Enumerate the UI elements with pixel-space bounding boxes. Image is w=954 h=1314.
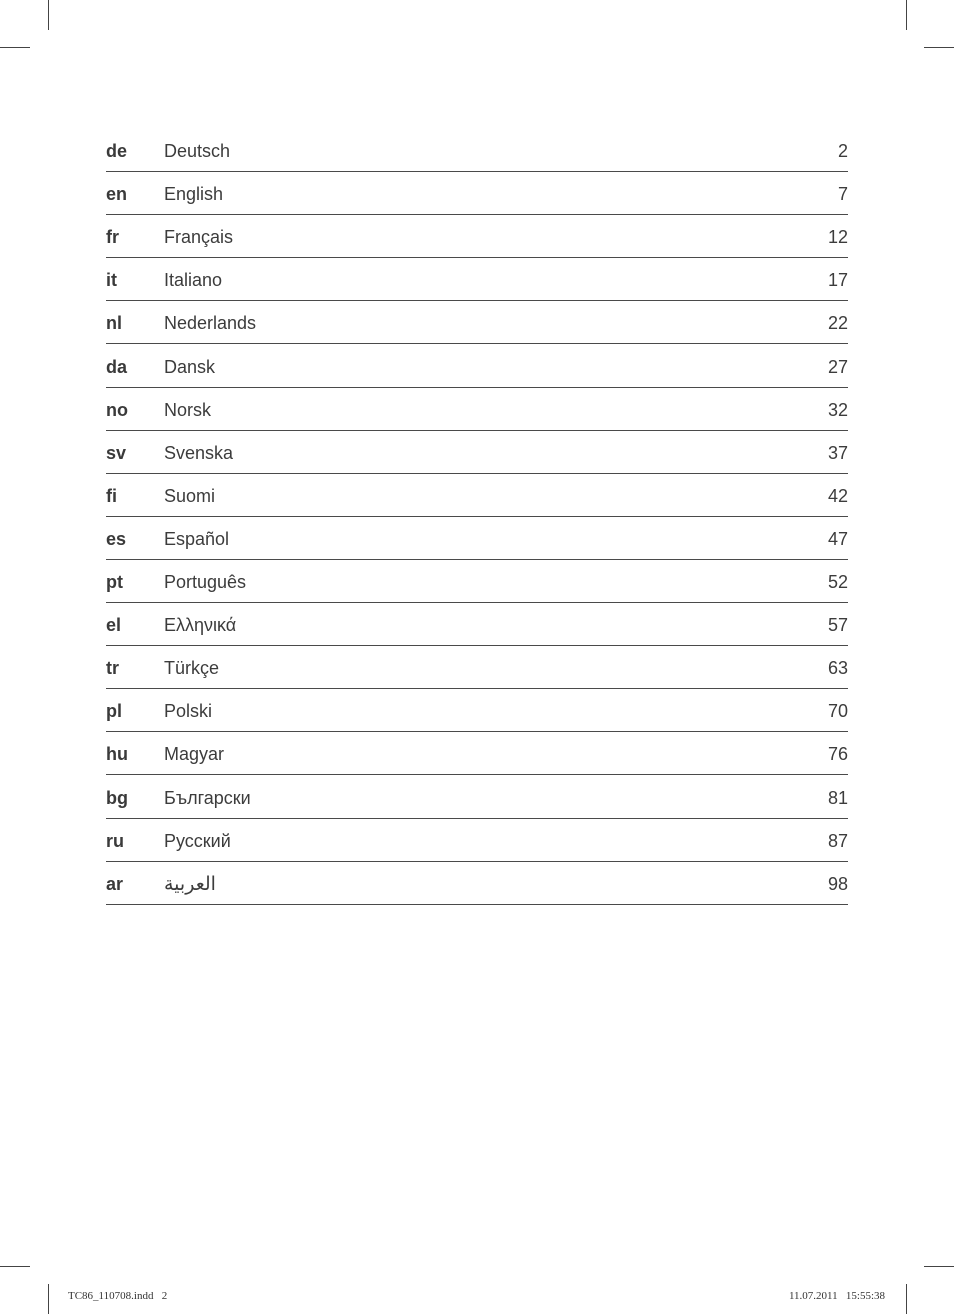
- language-code: de: [106, 141, 128, 162]
- crop-mark-bottom-right-vertical: [906, 1284, 907, 1314]
- language-name: Suomi: [164, 485, 216, 506]
- language-name: Português: [164, 572, 247, 593]
- toc-row-it[interactable]: [106, 258, 848, 301]
- language-name: Svenska: [164, 442, 234, 463]
- toc-row-no[interactable]: [106, 388, 848, 431]
- page-number: 70: [827, 701, 848, 722]
- page-number: 52: [827, 572, 848, 593]
- language-code: es: [106, 528, 127, 549]
- page-number: 47: [827, 528, 848, 549]
- language-name: Русский: [164, 830, 231, 851]
- toc-row-hu[interactable]: [106, 732, 848, 775]
- page-number: 98: [827, 873, 848, 894]
- footer-file-info: TC86_110708.indd 2: [68, 1290, 168, 1302]
- page-number: 37: [827, 442, 848, 463]
- language-code: no: [106, 399, 128, 420]
- language-name: English: [164, 184, 224, 205]
- page-number: 32: [827, 399, 848, 420]
- toc-row-da[interactable]: [106, 344, 848, 387]
- toc-row-bg[interactable]: [106, 775, 848, 818]
- language-name: Български: [164, 787, 251, 808]
- page-number: 76: [827, 744, 848, 765]
- language-name: Ελληνικά: [164, 615, 237, 636]
- language-code: en: [106, 184, 128, 205]
- toc-row-el[interactable]: [106, 603, 848, 646]
- page-number: 81: [827, 787, 848, 808]
- page-number: 17: [827, 270, 848, 291]
- page-number: 27: [827, 356, 848, 377]
- page-number: 57: [827, 615, 848, 636]
- language-name: العربية: [164, 872, 216, 895]
- toc-row-sv[interactable]: [106, 431, 848, 474]
- crop-mark-top-left-vertical: [48, 0, 49, 30]
- toc-row-de[interactable]: [106, 129, 848, 172]
- page-number: 12: [827, 227, 848, 248]
- page-number: 7: [837, 184, 848, 205]
- language-table-of-contents: [106, 129, 848, 905]
- crop-mark-bottom-left-vertical: [48, 1284, 49, 1314]
- toc-row-tr[interactable]: [106, 646, 848, 689]
- crop-mark-top-left-horizontal: [0, 47, 30, 48]
- toc-row-fi[interactable]: [106, 474, 848, 517]
- language-name: Italiano: [164, 270, 223, 291]
- language-code: ru: [106, 830, 124, 851]
- toc-row-fr[interactable]: [106, 215, 848, 258]
- crop-mark-bottom-left-horizontal: [0, 1266, 30, 1267]
- page-number: 87: [827, 830, 848, 851]
- toc-row-ru[interactable]: [106, 819, 848, 862]
- language-name: Français: [164, 227, 234, 248]
- language-code: bg: [106, 787, 128, 808]
- crop-mark-top-right-horizontal: [924, 47, 954, 48]
- language-code: nl: [106, 313, 122, 334]
- language-code: ar: [106, 873, 124, 894]
- language-name: Deutsch: [164, 141, 231, 162]
- language-code: da: [106, 356, 128, 377]
- language-name: Polski: [164, 701, 213, 722]
- language-code: hu: [106, 744, 128, 765]
- language-name: Nederlands: [164, 313, 257, 334]
- language-code: fi: [106, 485, 117, 506]
- toc-row-en[interactable]: [106, 172, 848, 215]
- footer-timestamp: 11.07.2011 15:55:38: [788, 1290, 885, 1302]
- toc-row-nl[interactable]: [106, 301, 848, 344]
- crop-mark-bottom-right-horizontal: [924, 1266, 954, 1267]
- language-code: fr: [106, 227, 119, 248]
- page-number: 22: [827, 313, 848, 334]
- page-number: 63: [827, 658, 848, 679]
- language-code: sv: [106, 442, 127, 463]
- toc-row-ar[interactable]: [106, 862, 848, 905]
- language-name: Español: [164, 528, 230, 549]
- page-number: 42: [827, 485, 848, 506]
- language-code: tr: [106, 658, 119, 679]
- toc-row-pt[interactable]: [106, 560, 848, 603]
- language-name: Magyar: [164, 744, 225, 765]
- language-name: Dansk: [164, 356, 216, 377]
- page-number: 2: [837, 141, 848, 162]
- language-name: Norsk: [164, 399, 212, 420]
- language-name: Türkçe: [164, 658, 220, 679]
- language-code: el: [106, 615, 122, 636]
- language-code: it: [106, 270, 117, 291]
- language-code: pl: [106, 701, 122, 722]
- toc-row-pl[interactable]: [106, 689, 848, 732]
- crop-mark-top-right-vertical: [906, 0, 907, 30]
- language-code: pt: [106, 572, 123, 593]
- toc-row-es[interactable]: [106, 517, 848, 560]
